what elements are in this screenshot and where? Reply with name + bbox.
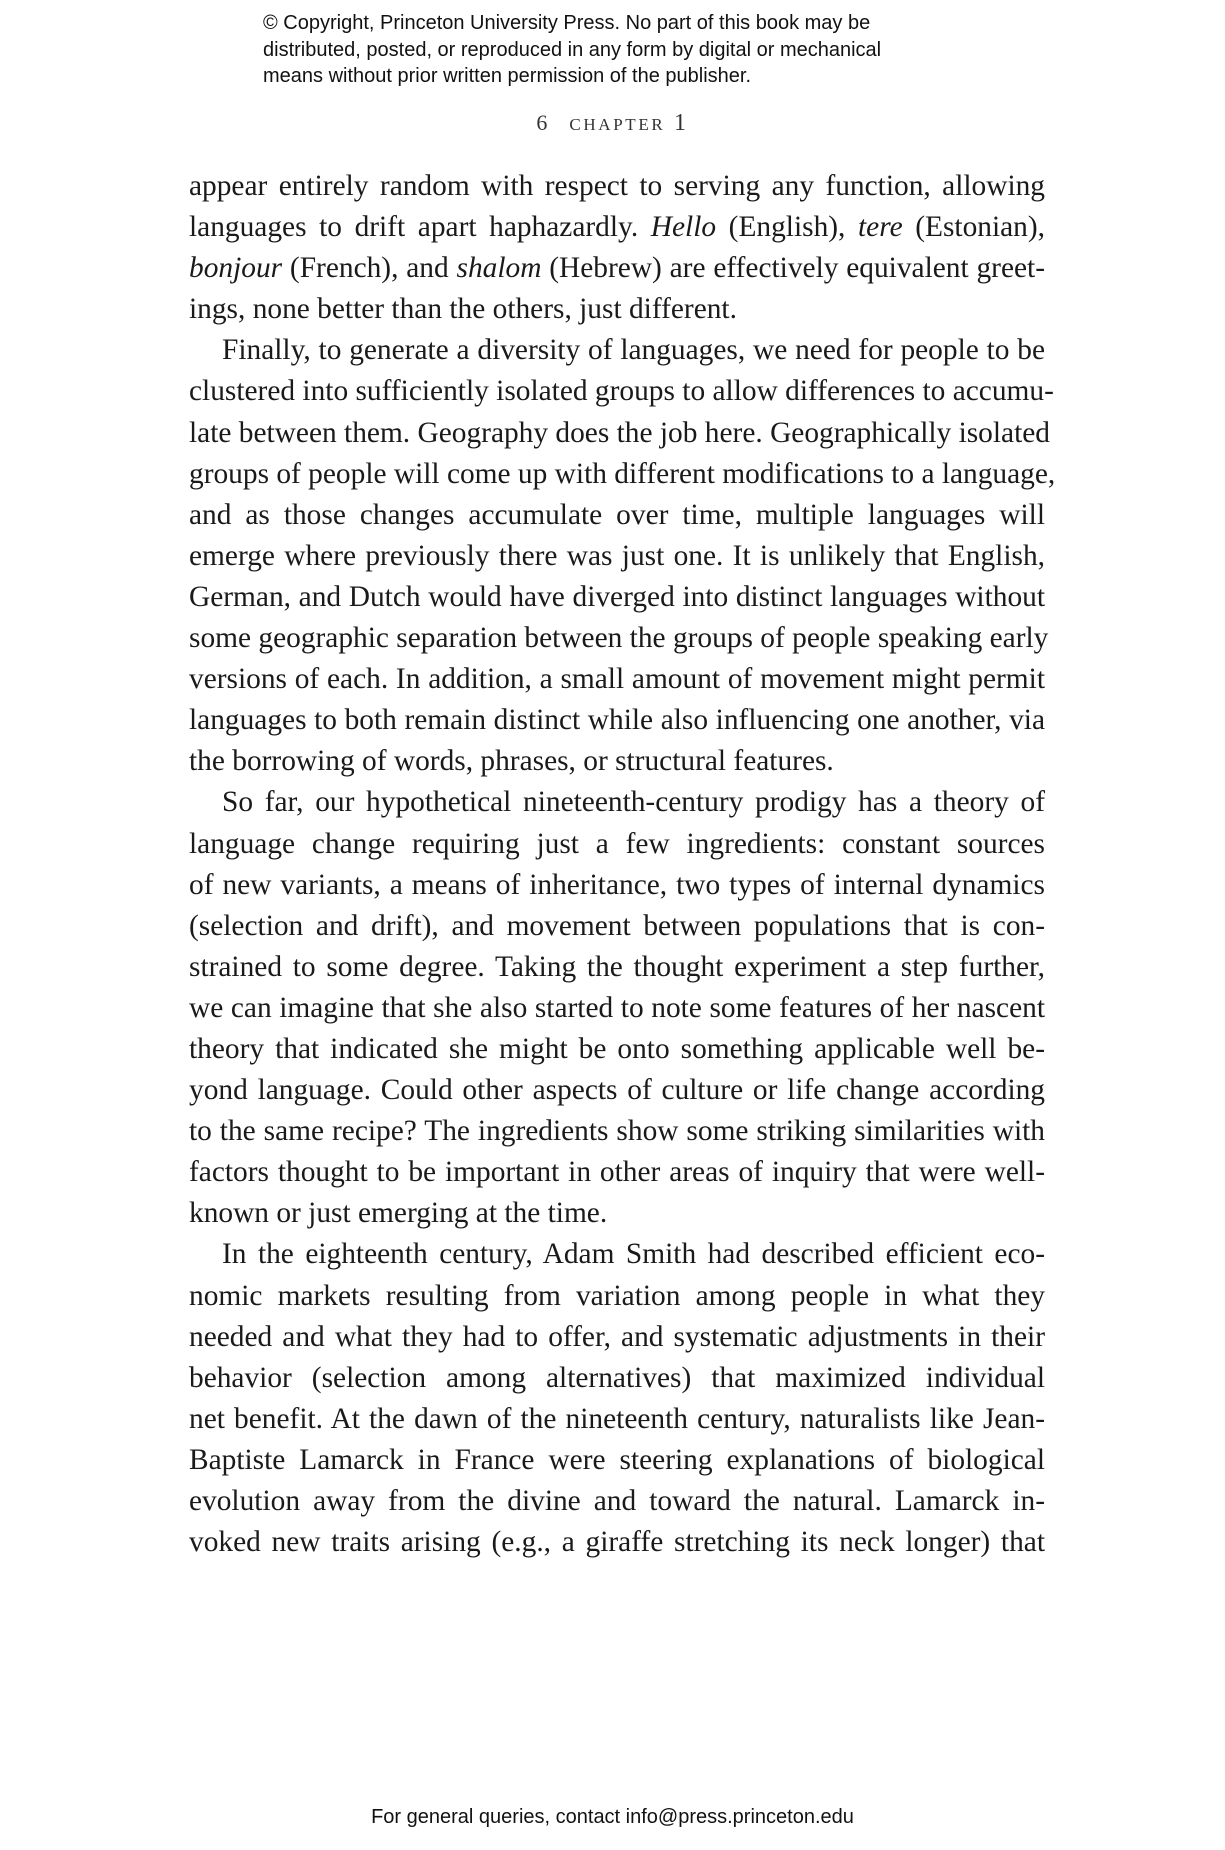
text-line: languages to drift apart haphazardly. Hello (English), tere (Estonian),	[189, 211, 1045, 244]
text-line: appear entirely random with respect to serving any function, allowing	[189, 170, 1045, 202]
paragraph	[189, 782, 1045, 1234]
page-number: 6	[536, 110, 548, 135]
text-line: (selection and drift), and movement between populations that is con-	[189, 909, 1045, 942]
text-line: voked new traits arising (e.g., a giraffe stretching its neck longer) that	[189, 1526, 1045, 1559]
text-line: yond language. Could other aspects of culture or life change according	[189, 1074, 1045, 1107]
text-line: Finally, to generate a diversity of languages, we need for people to be	[222, 334, 1045, 367]
text-line: ings, none better than the others, just different.	[189, 293, 737, 326]
text-line: of new variants, a means of inheritance, two types of internal dynamics	[189, 868, 1045, 901]
text-line: the borrowing of words, phrases, or structural features.	[189, 745, 834, 778]
chapter-label: chapter 1	[569, 110, 689, 136]
text-line: strained to some degree. Taking the thought experiment a step further,	[189, 950, 1045, 983]
text-line: some geographic separation between the groups of people speaking early	[189, 622, 1049, 655]
italic-term: bonjour	[189, 252, 283, 285]
text-line: net benefit. At the dawn of the nineteenth century, naturalists like Jean-	[189, 1402, 1045, 1435]
text-line: to the same recipe? The ingredients show some striking similarities with	[189, 1115, 1045, 1148]
text-line: evolution away from the divine and toward the natural. Lamarck in-	[189, 1485, 1045, 1517]
text-line: nomic markets resulting from variation among people in what they	[189, 1279, 1045, 1312]
copyright-notice	[263, 10, 1023, 90]
text-line: In the eighteenth century, Adam Smith had described efficient eco-	[222, 1238, 1045, 1271]
text-line: groups of people will come up with different modifications to a language,	[189, 457, 1056, 490]
copyright-line: distributed, posted, or reproduced in any form by digital or mechanical	[263, 38, 882, 61]
paragraph	[189, 330, 1056, 782]
text-line: languages to both remain distinct while also influencing one another, via	[189, 704, 1045, 737]
text-line: language change requiring just a few ingredients: constant sources	[189, 827, 1045, 860]
italic-term: shalom	[456, 252, 542, 285]
running-head	[0, 110, 1225, 137]
paragraph	[189, 166, 1045, 330]
text-line: clustered into sufficiently isolated groups to allow differences to accumu-	[189, 375, 1054, 408]
text-line: behavior (selection among alternatives) that maximized individual	[189, 1361, 1045, 1394]
copyright-line: means without prior written permission of the publisher.	[263, 65, 752, 87]
text-line: So far, our hypothetical nineteenth-century prodigy has a theory of	[222, 786, 1045, 819]
body-text	[189, 166, 1056, 1563]
text-line: and as those changes accumulate over time, multiple languages will	[189, 498, 1045, 531]
text-line: known or just emerging at the time.	[189, 1197, 608, 1230]
text-line: Baptiste Lamarck in France were steering explanations of biological	[189, 1443, 1045, 1476]
footer-contact: For general queries, contact info@press.princeton.edu	[371, 1806, 854, 1828]
text-line: we can imagine that she also started to note some features of her nascent	[189, 991, 1045, 1024]
text-line: factors thought to be important in other areas of inquiry that were well-	[189, 1156, 1045, 1189]
copyright-line: © Copyright, Princeton University Press. No part of this book may be	[263, 12, 871, 34]
text-line: versions of each. In addition, a small amount of movement might permit	[189, 663, 1045, 696]
paragraph	[189, 1234, 1045, 1563]
text-line: German, and Dutch would have diverged into distinct languages without	[189, 580, 1045, 613]
text-line: late between them. Geography does the job here. Geographically isolated	[189, 416, 1050, 449]
text-line: needed and what they had to offer, and systematic adjustments in their	[189, 1320, 1045, 1353]
italic-term: tere	[858, 211, 903, 244]
text-line: theory that indicated she might be onto something applicable well be-	[189, 1032, 1045, 1065]
italic-term: Hello	[650, 211, 717, 244]
text-line: emerge where previously there was just one. It is unlikely that English,	[189, 539, 1045, 572]
text-line: bonjour (French), and shalom (Hebrew) are effectively equivalent greet-	[189, 252, 1045, 285]
